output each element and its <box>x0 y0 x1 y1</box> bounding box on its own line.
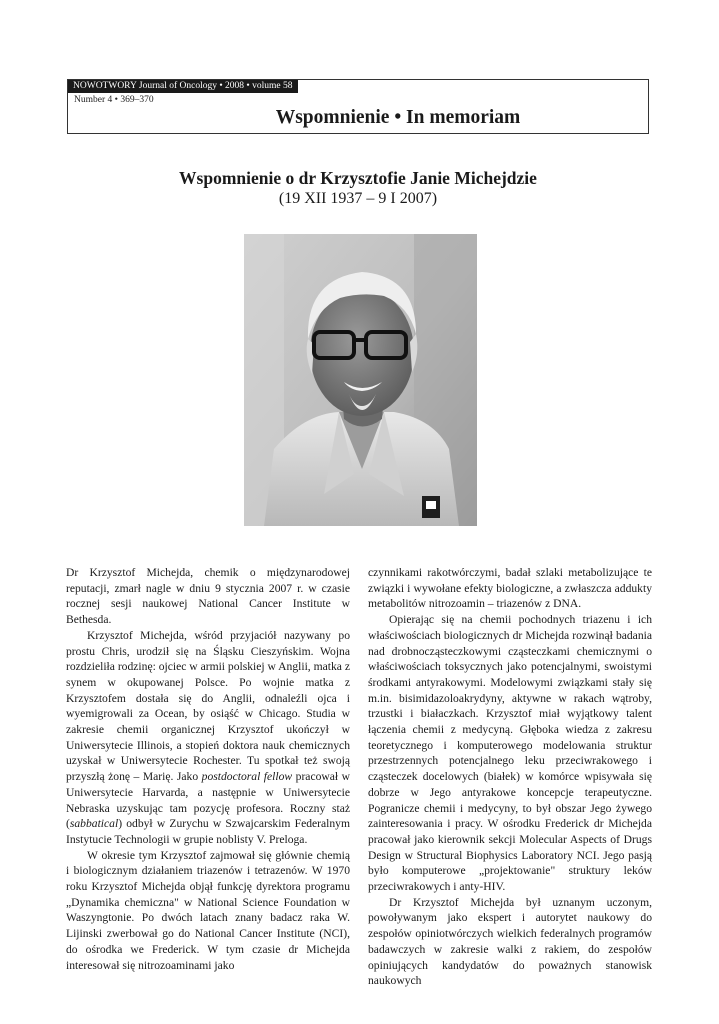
paragraph-text: ) odbył w Zurychu w Szwajcarskim Federalnym Instytucie Technologii w grupie noblisty V. Preloga. <box>66 817 350 846</box>
article-dates: (19 XII 1937 – 9 I 2007) <box>278 190 438 207</box>
paragraph <box>66 848 350 974</box>
journal-name: NOWOTWORY Journal of Oncology • 2008 • volume 58 <box>68 80 298 93</box>
paragraph-text: Krzysztof Michejda, wśród przyjaciół nazywany po prostu Chris, urodził się na Śląsku Cieszyńskim. Wojna rozdzieliła rodzinę: ojciec w armii polskiej w Anglii, matka z synem w okupowanej Polsce. Po wojnie matka z Krzysztofem dostała się do Anglii, odnaleźli ojca i wyemigrowali za Ocean, by osiąść w Chicago. Studia w zakresie chemii organicznej Krzysztof ukończył w Uniwersytecie Illinois, a stopień doktora nauk chemicznych uzyskał w Uniwersytecie Rochester. Tu spotkał też swoją przyszłą żonę – Marię. Jako <box>66 628 350 784</box>
paragraph-text: Dr Krzysztof Michejda był uznanym uczonym, powoływanym jako ekspert i autorytet naukowy do zespołów opiniotwórczych wielkich federalnych programów badawczych w zakresie walki z rakiem, do zespołów opiniujących kandydatów do poważnych stanowisk naukowych <box>368 895 652 988</box>
paragraph-text: Dr Krzysztof Michejda, chemik o międzynarodowej reputacji, zmarł nagle w dniu 9 stycznia 2007 r. w czasie rocznej sesji naukowej National Cancer Institute w Bethesda. <box>66 566 350 627</box>
paragraph <box>66 628 350 848</box>
paragraph <box>368 612 652 895</box>
italic-term: postdoctoral fellow <box>201 770 293 784</box>
paragraph-text: pracował w Uniwersytecie Harvarda, a następnie w Uniwersytecie Nebraska uzyskując tam pozycję profesora. Roczny staż ( <box>66 770 351 831</box>
paragraph <box>368 895 652 989</box>
portrait-photo-graphic <box>244 234 477 526</box>
text-column-right <box>368 565 652 989</box>
issue-info: Number 4 • 369–370 <box>74 95 154 105</box>
italic-term: sabbatical <box>69 817 119 831</box>
paragraph <box>368 565 652 612</box>
paragraph-text: czynnikami rakotwórczymi, badał szlaki metabolizujące te związki i wywołane efekty biologiczne, a zwłaszcza addukty metabolitów nitrozoamin – triazenów z DNA. <box>368 566 652 611</box>
text-column-left <box>66 565 350 973</box>
article-title: Wspomnienie o dr Krzysztofie Janie Michejdzie <box>179 168 537 188</box>
paragraph <box>66 565 350 628</box>
journal-header <box>67 79 649 134</box>
portrait-photo <box>244 234 477 526</box>
section-title: Wspomnienie • In memoriam <box>275 107 521 128</box>
paragraph-text: Opierając się na chemii pochodnych triazenu i ich właściwościach biologicznych dr Michejda rozwinął badania nad drobnocząsteczkowymi cząsteczkami chemicznymi o właściwościach toksycznych jako potencjalnymi, swoistymi środkami antyrakowymi. Modelowymi związkami stały się m.in. bisimidazoloakrydyny, aktywne w rakach wątroby, trzustki i białaczkach. Krzysztof miał wyjątkowy talent łączenia chemii z medycyną. Głęboka wiedza z zakresu teoretycznego i komputerowego modelowania struktur przestrzennych potencjalnego leku przeciwrakowego i cząsteczek docelowych (białek) w komórce wpisywała się dobrze w Jego antyrakowe koncepcje terapeutyczne. Pogranicze chemii i medycyny, to był obszar Jego żywego zainteresowania i pracy. W ośrodku Frederick dr Michejda pracował jako kierownik sekcji Molecular Aspects of Drugs Design w Structural Biophysics Laboratory NCI. Jego pasją było komputerowe „projektowanie" struktury leków przeciwrakowych i anty-HIV. <box>368 613 652 894</box>
paragraph-text: W okresie tym Krzysztof zajmował się głównie chemią i biologicznym działaniem triazenów i tetrazenów. W 1970 roku Krzysztof Michejda objął funkcję dyrektora programu „Dynamika chemiczna" w National Science Foundation w Waszyngtonie. Po dwóch latach znany badacz raka W. Lijinski zwerbował go do National Cancer Institute (NCI), do ośrodka we Frederick. W tym czasie dr Michejda interesował się nitrozoaminami jako <box>66 848 350 972</box>
